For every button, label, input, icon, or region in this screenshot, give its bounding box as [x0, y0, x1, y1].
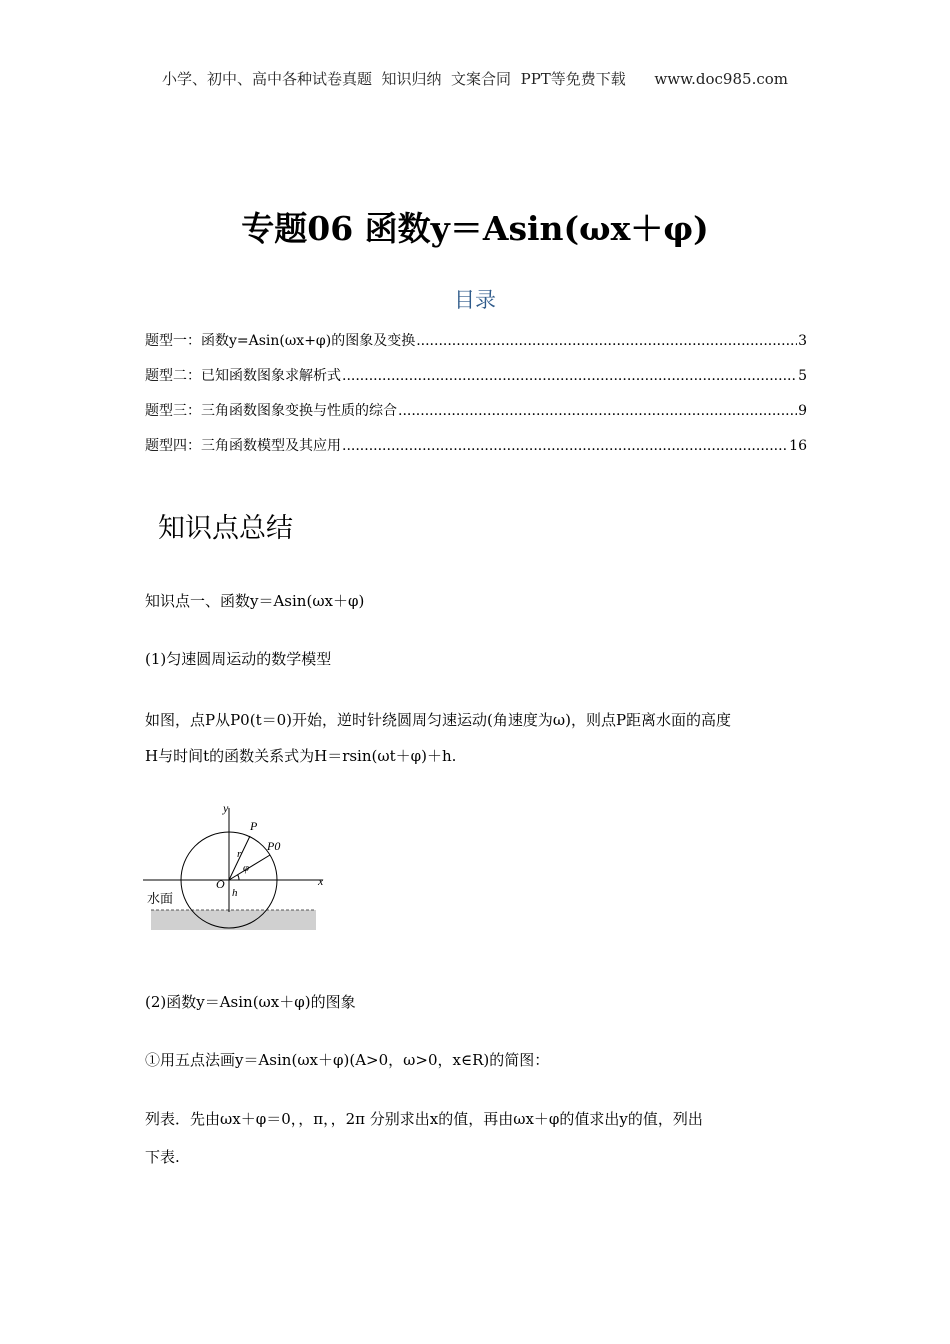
water-surface-label: 水面 [147, 892, 174, 907]
water-body [151, 910, 316, 930]
section-heading: 知识点总结 [158, 513, 293, 544]
toc-leader-dots [342, 438, 788, 454]
subsection-title: (1)匀速圆周运动的数学模型 [145, 650, 332, 668]
toc-entry[interactable] [145, 330, 807, 350]
toc-leader-dots [416, 333, 797, 349]
origin-label: O [216, 877, 225, 891]
toc-entry[interactable] [145, 400, 807, 420]
paragraph-line: 下表. [145, 1148, 180, 1166]
phi-label: φ [243, 862, 250, 874]
radius-label: r [237, 848, 242, 860]
toc-entry-label: 题型三：三角函数图象变换与性质的综合 [145, 403, 397, 419]
page-header: 小学、初中、高中各种试卷真题 知识归纳 文案合同 PPT等免费下载 www.doc985.com [161, 70, 788, 88]
subsection-title: (2)函数y＝Asin(ωx＋φ)的图象 [145, 993, 356, 1011]
toc-heading: 目录 [454, 288, 496, 312]
toc-entry-page: 16 [789, 438, 807, 454]
circular-motion-figure [143, 800, 338, 935]
toc-entry[interactable] [145, 365, 807, 385]
toc-entry-page: 5 [798, 368, 807, 384]
list-item: ①用五点法画y＝Asin(ωx＋φ)(A>0，ω>0，x∈R)的简图： [145, 1051, 550, 1069]
paragraph-line: 列表．先由ωx＋φ＝0，，π，，2π 分别求出x的值，再由ωx＋φ的值求出y的值，列出 [145, 1110, 703, 1128]
toc-entry-label: 题型二：已知函数图象求解析式 [145, 368, 341, 384]
toc-entry-label: 题型一：函数y=Asin(ωx+φ)的图象及变换 [145, 333, 416, 349]
point-p-label: P [250, 819, 258, 833]
toc-entry-page: 9 [798, 403, 807, 419]
knowledge-point-title: 知识点一、函数y＝Asin(ωx＋φ) [145, 592, 365, 610]
toc-leader-dots [342, 368, 797, 384]
h-label: h [232, 887, 238, 899]
point-p0-label: P0 [267, 839, 281, 853]
document-title: 专题06 函数y＝Asin(ωx＋φ) [241, 209, 709, 248]
paragraph-line: 如图，点P从P0(t＝0)开始，逆时针绕圆周匀速运动(角速度为ω)，则点P距离水面的高度 [145, 711, 732, 729]
x-axis-label: x [318, 874, 324, 888]
toc-entry-page: 3 [798, 333, 807, 349]
paragraph-line: H与时间t的函数关系式为H＝rsin(ωt＋φ)＋h. [145, 747, 457, 765]
toc-entry[interactable] [145, 435, 807, 455]
y-axis-label: y [223, 801, 229, 815]
toc-leader-dots [398, 403, 797, 419]
toc-entry-label: 题型四：三角函数模型及其应用 [145, 438, 341, 454]
phi-angle-arc [238, 875, 240, 881]
